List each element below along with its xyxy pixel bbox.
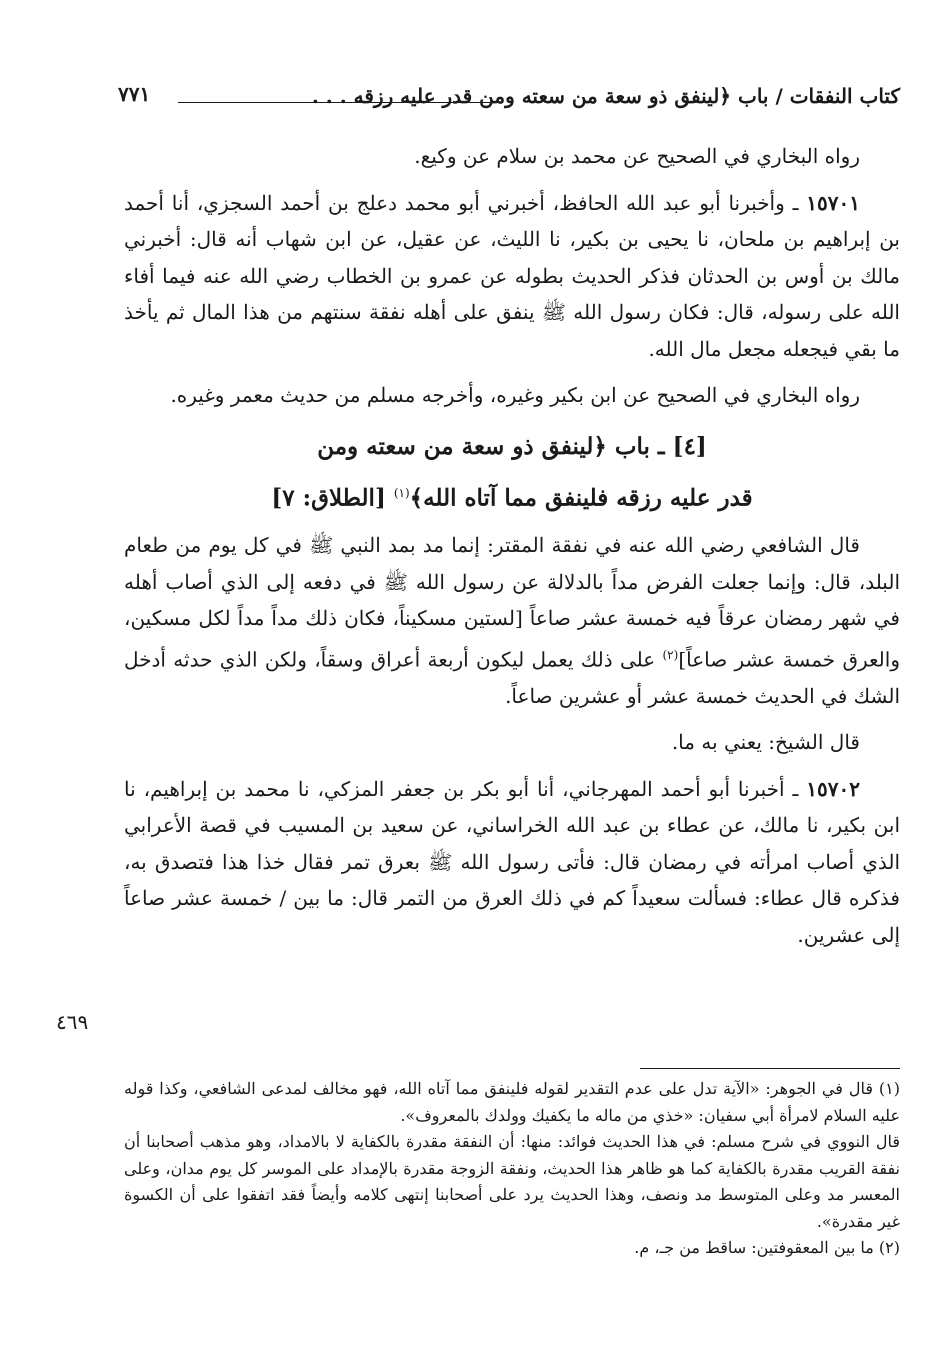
hadith-text: ـ وأخبرنا أبو عبد الله الحافظ، أخبرني أبو محمد دعلج بن أحمد السجزي، أنا أحمد بن إبراهيم بن ملحان، نا يحيى بن بكير، نا الليث، عن عقيل، عن ابن شهاب أنه قال: أخبرني مالك بن أوس بن الحدثان فذكر الحديث بطوله عن عمرو بن الخطاب رضي الله عنه فيما أفاء الله على رسوله، قال: فكان رسول الله ﷺ ينفق على أهله نفقة سنتهم من هذا المال ثم يأخذ ما بقي فيجعله مجعل مال الله.: [124, 190, 900, 361]
footnote-rule: [640, 1068, 900, 1069]
footnotes: [124, 1076, 900, 1262]
main-text: [124, 138, 900, 953]
page-header: [118, 80, 900, 114]
running-title: كتاب النفقات / باب ﴿لينفق ذو سعة من سعته ومن قدر عليه رزقه . . .: [311, 84, 900, 108]
footnote-ref-2: (٢): [662, 647, 679, 662]
chapter-title-line-1: [٤] ـ باب ﴿لينفق ذو سعة من سعته ومن: [317, 432, 707, 460]
hadith-15701: [124, 185, 900, 368]
header-rule: [178, 102, 500, 103]
chapter-title: [124, 424, 900, 522]
hadith-text: ـ أخبرنا أبو أحمد المهرجاني، أنا أبو بكر بن جعفر المزكي، نا محمد بن إبراهيم، نا ابن بكير، نا مالك، عن عطاء بن عبد الله الخراساني، عن سعيد بن المسيب في قصة الأعرابي الذي أصاب امرأته في رمضان قال: فأتى رسول الله ﷺ بعرق تمر فقال خذا هذا فتصدق به، فذكره قال عطاء: فسألت سعيداً كم في ذلك العرق من التمر قال: ما بين / خمسة عشر صاعاً إلى عشرين.: [124, 776, 900, 947]
hadith-number: ١٥٧٠١: [806, 190, 860, 215]
chapter-title-line-2: قدر عليه رزقه فلينفق مما آتاه الله﴾$^{(١)}$ [الطلاق: ٧]: [271, 484, 753, 512]
shaykh-paragraph: قال الشيخ: يعني به ما.: [671, 730, 860, 755]
paragraph-3: رواه البخاري في الصحيح عن ابن بكير وغيره، وأخرجه مسلم من حديث معمر وغيره.: [170, 383, 860, 407]
footnote-2: (٢) ما بين المعقوفتين: ساقط من جـ، م.: [634, 1238, 900, 1257]
footnote-1: (١) قال في الجوهر: «الآية تدل على عدم التقدير لقوله فلينفق مما آتاه الله، فهو مخالف لمدعى الشافعي، وكذا قوله عليه السلام لامرأة أبي سفيان: «خذي من ماله ما يكفيك وولدك بالمعروف».: [124, 1079, 900, 1125]
paragraph-1: رواه البخاري في الصحيح عن محمد بن سلام عن وكيع.: [414, 144, 860, 168]
hadith-15702: [124, 771, 900, 954]
footnote-ref-1: (١): [393, 485, 410, 500]
shafii-paragraph: قال الشافعي رضي الله عنه في نفقة المقتر: إنما مد بمد النبي ﷺ في كل يوم من طعام البلد، قال: وإنما جعلت الفرض مداً بالدلالة عن رسول الله ﷺ في دفعه إلى الذي أصاب أهله في شهر رمضان عرقاً فيه خمسة عشر صاعاً [لستين مسكيناً، فكان ذلك مداً مداً لكل مسكين، والعرق خمسة عشر صاعاً]$^{(٢)}$ على ذلك يعمل ليكون أربعة أعراق وسقاً، ولكن الذي حدثه أدخل الشك في الحديث خمسة عشر أو عشرين صاعاً.: [124, 533, 900, 708]
margin-page-number: ٤٦٩: [56, 1010, 89, 1034]
page-number: ٧٧١: [118, 82, 151, 106]
footnote-1-continued: قال النووي في شرح مسلم: في هذا الحديث فوائد: منها: أن النفقة مقدرة بالكفاية لا بالامداد، وهو مذهب أصحابنا أن نفقة القريب مقدرة بالكفاية كما هو ظاهر هذا الحديث، ونفقة الزوجة مقدرة بالإمداد على الموسر كل يوم مدان، وعلى المعسر مد وعلى المتوسط مد ونصف، وهذا الحديث يرد على أصحابنا إنتهى كلامه وأيضاً فقد اتفقوا على أن الكسوة غير مقدرة».: [124, 1132, 900, 1231]
hadith-number: ١٥٧٠٢: [806, 776, 860, 801]
